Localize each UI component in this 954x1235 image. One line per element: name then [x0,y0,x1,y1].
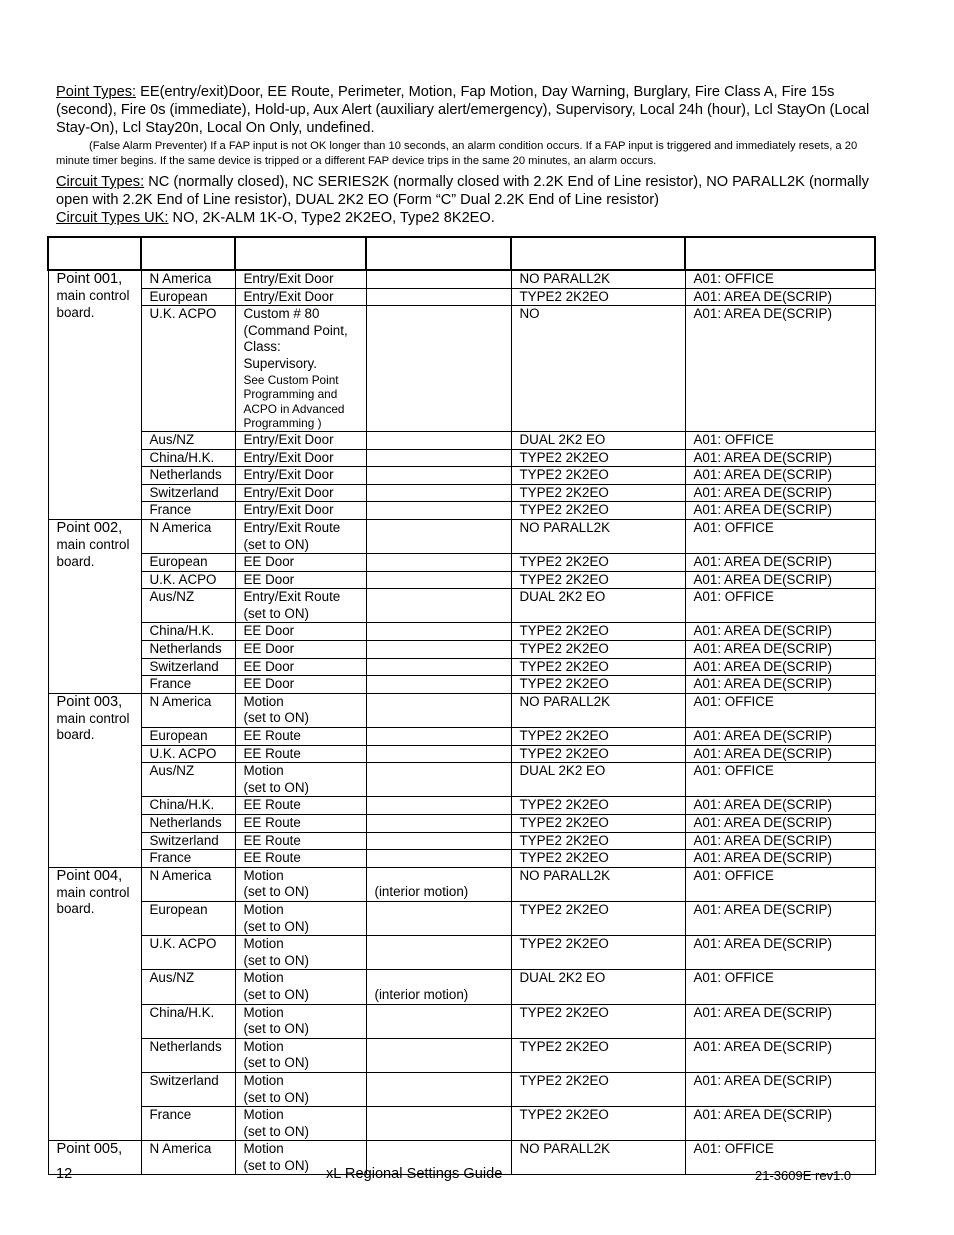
point-type: Motion [243,1072,284,1088]
note-cell [366,554,511,572]
circuit-type-cell: TYPE2 2K2EO [511,571,685,589]
header-cell [511,237,685,270]
point-type-cell [235,763,366,797]
point-number: Point 002, [56,519,123,536]
note-text: (interior motion) [374,884,469,900]
point-type: Motion [243,901,284,917]
region-cell: Netherlands [141,467,235,485]
note-cell [366,502,511,520]
note-cell [366,797,511,815]
note-cell [366,288,511,306]
point-type-cell [235,970,366,1004]
point-type-detail: (set to ON) [243,536,309,552]
point-type: Motion [243,763,284,779]
point-type: EE Door [243,571,295,587]
footer-title: xL Regional Settings Guide [326,1166,503,1182]
point-type-detail: (set to ON) [243,1157,309,1173]
circuit-type-cell: TYPE2 2K2EO [511,850,685,868]
area-cell: A01: AREA DE(SCRIP) [685,936,875,970]
point-type: Motion [243,1038,284,1054]
point-type-cell [235,449,366,467]
region-cell: China/H.K. [141,449,235,467]
region-cell: Switzerland [141,1072,235,1106]
point-type: Entry/Exit Route [243,519,341,535]
point-type-cell [235,1107,366,1141]
circuit-type-cell: TYPE2 2K2EO [511,641,685,659]
point-number: Point 001, [56,271,123,287]
point-type-cell [235,850,366,868]
area-cell: A01: OFFICE [685,431,875,449]
circuit-type-cell: TYPE2 2K2EO [511,901,685,935]
region-cell: France [141,850,235,868]
note-cell [366,623,511,641]
note-cell [366,270,511,288]
area-cell: A01: AREA DE(SCRIP) [685,502,875,520]
regional-settings-table [47,236,876,1175]
circuit-type-cell: NO PARALL2K [511,693,685,727]
intro-section [56,83,878,227]
circuit-type-cell: NO PARALL2K [511,867,685,901]
region-cell: N America [141,867,235,901]
note-cell [366,763,511,797]
circuit-type-cell: TYPE2 2K2EO [511,554,685,572]
table-header [48,237,875,270]
table-row [48,850,875,868]
point-type: Entry/Exit Door [243,449,334,465]
area-cell: A01: AREA DE(SCRIP) [685,1072,875,1106]
table-row [48,484,875,502]
circuit-type-cell: NO PARALL2K [511,519,685,553]
note-cell [366,970,511,1004]
table-row [48,676,875,694]
table-row [48,623,875,641]
point-type-cell [235,519,366,553]
table-row [48,867,875,901]
note-cell [366,519,511,553]
circuit-type-cell: TYPE2 2K2EO [511,658,685,676]
table-row [48,306,875,432]
region-cell: Aus/NZ [141,589,235,623]
point-type-cell [235,901,366,935]
circuit-type-cell: NO PARALL2K [511,270,685,288]
point-cell [48,693,141,867]
table-row [48,1072,875,1106]
table-row [48,431,875,449]
point-type-detail: (set to ON) [243,1021,309,1037]
point-type-cell [235,1072,366,1106]
circuit-type-cell: TYPE2 2K2EO [511,936,685,970]
note-cell [366,658,511,676]
note-cell [366,1004,511,1038]
point-type-cell [235,270,366,288]
point-type: Motion [243,936,284,952]
table-row [48,571,875,589]
region-cell: Switzerland [141,658,235,676]
circuit-type-cell: TYPE2 2K2EO [511,623,685,641]
area-cell: A01: AREA DE(SCRIP) [685,467,875,485]
header-cell [235,237,366,270]
circuit-type-cell: NO [511,306,685,432]
point-type-cell [235,554,366,572]
point-type-detail: (set to ON) [243,918,309,934]
area-cell: A01: AREA DE(SCRIP) [685,832,875,850]
circuit-type-cell: TYPE2 2K2EO [511,815,685,833]
point-types-text: EE(entry/exit)Door, EE Route, Perimeter, Motion, Fap Motion, Day Warning, Burglary, Fire Class A, Fire 15s (second), Fire 0s (immediate), Hold-up, Aux Alert (auxiliary alert/emergency), Supervisory, Local 24h (hour), Lcl StayOn (Local Stay-On), Lcl Stay20n, Local On Only, undefined. [56,84,870,136]
point-type: Entry/Exit Door [243,271,334,286]
point-type: Motion [243,1107,284,1123]
area-cell: A01: AREA DE(SCRIP) [685,1004,875,1038]
circuit-type-cell: NO PARALL2K [511,1141,685,1175]
circuit-type-cell: TYPE2 2K2EO [511,449,685,467]
point-cell [48,519,141,693]
point-types-label: Point Types: [56,84,137,100]
area-cell: A01: AREA DE(SCRIP) [685,571,875,589]
point-type: Entry/Exit Door [243,502,334,518]
header-cell [48,237,141,270]
region-cell: Netherlands [141,641,235,659]
table-row [48,641,875,659]
point-type-detail: (set to ON) [243,1055,309,1071]
region-cell: France [141,1107,235,1141]
point-description: main control board. [56,884,130,917]
area-cell: A01: OFFICE [685,270,875,288]
point-type-cell [235,936,366,970]
point-type-cell [235,641,366,659]
region-cell: European [141,554,235,572]
region-cell: N America [141,1141,235,1175]
circuit-type-cell: DUAL 2K2 EO [511,589,685,623]
note-cell [366,850,511,868]
note-cell [366,571,511,589]
point-type-cell [235,1038,366,1072]
page-number: 12 [56,1166,73,1182]
region-cell: Switzerland [141,832,235,850]
area-cell: A01: AREA DE(SCRIP) [685,745,875,763]
region-cell: U.K. ACPO [141,745,235,763]
area-cell: A01: AREA DE(SCRIP) [685,623,875,641]
table-row [48,797,875,815]
fap-note: (False Alarm Preventer) If a FAP input is not OK longer than 10 seconds, an alarm condition occurs. If a FAP input is triggered and immediately resets, a 20 minute timer begins. If the same device is tripped or a different FAP device trips in the same 20 minutes, an alarm occurs. [56,140,858,167]
point-type: EE Door [243,641,295,657]
point-type-cell [235,658,366,676]
area-cell: A01: AREA DE(SCRIP) [685,658,875,676]
point-type-detail: (set to ON) [243,986,309,1002]
area-cell: A01: AREA DE(SCRIP) [685,728,875,746]
header-cell [141,237,235,270]
point-type: EE Door [243,623,295,639]
point-type: EE Route [243,850,301,866]
note-cell [366,1038,511,1072]
table-row [48,832,875,850]
circuit-types-uk-paragraph [56,209,878,227]
circuit-type-cell: TYPE2 2K2EO [511,502,685,520]
table-row [48,270,875,288]
point-type-note: See Custom Point Programming and ACPO in Advanced Programming ) [243,372,345,431]
note-cell [366,693,511,727]
circuit-type-cell: DUAL 2K2 EO [511,431,685,449]
table-row [48,288,875,306]
area-cell: A01: OFFICE [685,519,875,553]
point-type-cell [235,502,366,520]
table-row [48,554,875,572]
circuit-type-cell: DUAL 2K2 EO [511,763,685,797]
region-cell: Aus/NZ [141,970,235,1004]
point-type: Motion [243,1141,284,1157]
area-cell: A01: AREA DE(SCRIP) [685,797,875,815]
header-cell [366,237,511,270]
point-type: EE Door [243,554,295,570]
area-cell: A01: AREA DE(SCRIP) [685,1038,875,1072]
note-cell [366,676,511,694]
region-cell: Netherlands [141,1038,235,1072]
point-type: Custom # 80 [243,306,320,322]
point-type-cell [235,815,366,833]
point-type: Motion [243,1004,284,1020]
region-cell: European [141,728,235,746]
point-type: EE Route [243,728,301,744]
area-cell: A01: OFFICE [685,763,875,797]
circuit-type-cell: DUAL 2K2 EO [511,970,685,1004]
circuit-types-uk-text: NO, 2K-ALM 1K-O, Type2 2K2EO, Type2 8K2EO. [168,210,495,226]
point-type: EE Door [243,676,295,692]
point-cell [48,270,141,519]
circuit-type-cell: TYPE2 2K2EO [511,1072,685,1106]
area-cell: A01: AREA DE(SCRIP) [685,850,875,868]
note-cell [366,484,511,502]
point-type-cell [235,288,366,306]
footer-doc-id: 21-3609E rev1.0 [755,1168,852,1183]
point-type-detail: (set to ON) [243,605,309,621]
table-row [48,502,875,520]
point-type-detail: (set to ON) [243,710,309,726]
point-type-cell [235,467,366,485]
point-type-cell [235,728,366,746]
point-type: Motion [243,970,284,986]
region-cell: European [141,901,235,935]
point-type: EE Route [243,832,301,848]
table-row [48,467,875,485]
point-type: EE Route [243,745,301,761]
area-cell: A01: AREA DE(SCRIP) [685,288,875,306]
point-number: Point 003, [56,693,123,710]
point-type: Entry/Exit Door [243,467,334,483]
region-cell: Aus/NZ [141,431,235,449]
point-type-detail: (set to ON) [243,884,309,900]
region-cell: U.K. ACPO [141,936,235,970]
point-type-cell [235,484,366,502]
region-cell: European [141,288,235,306]
point-type-detail: (set to ON) [243,779,309,795]
circuit-types-text: NC (normally closed), NC SERIES2K (normally closed with 2.2K End of Line resistor), NO PARALL2K (normally open with 2.2K End of Line resistor), DUAL 2K2 EO (Form “C” Dual 2.2K End of Line resistor) [56,174,869,208]
circuit-type-cell: TYPE2 2K2EO [511,728,685,746]
table-row [48,693,875,727]
point-type: Motion [243,693,284,709]
note-cell [366,832,511,850]
region-cell: Netherlands [141,815,235,833]
point-type: Entry/Exit Door [243,288,334,304]
note-cell [366,815,511,833]
point-type: Entry/Exit Door [243,484,334,500]
note-cell [366,867,511,901]
area-cell: A01: AREA DE(SCRIP) [685,484,875,502]
point-number: Point 005, [56,1141,123,1158]
circuit-type-cell: TYPE2 2K2EO [511,484,685,502]
point-type-cell [235,431,366,449]
area-cell: A01: AREA DE(SCRIP) [685,1107,875,1141]
circuit-types-paragraph [56,173,878,209]
point-type-cell [235,623,366,641]
region-cell: Aus/NZ [141,763,235,797]
region-cell: China/H.K. [141,1004,235,1038]
point-type-detail: (Command Point, Class: Supervisory. [243,322,348,371]
area-cell: A01: AREA DE(SCRIP) [685,901,875,935]
table-row [48,1038,875,1072]
point-type-detail: (set to ON) [243,1089,309,1105]
circuit-type-cell: TYPE2 2K2EO [511,288,685,306]
point-type-cell [235,306,366,432]
point-number: Point 004, [56,867,123,884]
point-description: main control board. [56,536,130,569]
header-cell [685,237,875,270]
table-row [48,519,875,553]
point-types-paragraph [56,83,878,137]
note-cell [366,467,511,485]
area-cell: A01: AREA DE(SCRIP) [685,306,875,432]
point-type: EE Door [243,658,295,674]
area-cell: A01: OFFICE [685,970,875,1004]
region-cell: U.K. ACPO [141,571,235,589]
region-cell: China/H.K. [141,797,235,815]
table-row [48,815,875,833]
table-row [48,589,875,623]
note-cell [366,745,511,763]
region-cell: Switzerland [141,484,235,502]
table-row [48,745,875,763]
table-row [48,936,875,970]
point-description: main control board. [56,710,130,743]
note-cell [366,641,511,659]
point-type-cell [235,676,366,694]
note-cell [366,1107,511,1141]
region-cell: China/H.K. [141,623,235,641]
area-cell: A01: AREA DE(SCRIP) [685,815,875,833]
table-row [48,901,875,935]
region-cell: N America [141,270,235,288]
area-cell: A01: AREA DE(SCRIP) [685,449,875,467]
point-type-cell [235,589,366,623]
point-cell [48,867,141,1141]
region-cell: N America [141,693,235,727]
circuit-types-uk-label: Circuit Types UK: [56,210,169,226]
point-type-cell [235,571,366,589]
circuit-type-cell: TYPE2 2K2EO [511,745,685,763]
point-type: Entry/Exit Door [243,431,334,447]
area-cell: A01: OFFICE [685,589,875,623]
note-cell [366,449,511,467]
note-cell [366,306,511,432]
table-row [48,449,875,467]
note-cell [366,1072,511,1106]
area-cell: A01: AREA DE(SCRIP) [685,554,875,572]
note-cell [366,589,511,623]
point-type-cell [235,745,366,763]
circuit-type-cell: TYPE2 2K2EO [511,832,685,850]
point-type: EE Route [243,815,301,830]
area-cell: A01: OFFICE [685,693,875,727]
circuit-type-cell: TYPE2 2K2EO [511,676,685,694]
area-cell: A01: AREA DE(SCRIP) [685,641,875,659]
note-cell [366,431,511,449]
table-row [48,658,875,676]
point-type: EE Route [243,797,301,813]
note-text: (interior motion) [374,986,469,1002]
point-type: Motion [243,867,284,883]
area-cell: A01: OFFICE [685,1141,875,1175]
point-type-cell [235,1004,366,1038]
table-row [48,763,875,797]
region-cell: France [141,676,235,694]
circuit-type-cell: TYPE2 2K2EO [511,1004,685,1038]
point-type-cell [235,693,366,727]
point-type: Entry/Exit Route [243,589,341,605]
table-row [48,1107,875,1141]
circuit-type-cell: TYPE2 2K2EO [511,797,685,815]
table-row [48,970,875,1004]
circuit-type-cell: TYPE2 2K2EO [511,1038,685,1072]
point-type-cell [235,867,366,901]
note-cell [366,728,511,746]
circuit-types-label: Circuit Types: [56,174,145,190]
table-body [48,270,875,1175]
header-row [48,237,875,270]
circuit-type-cell: TYPE2 2K2EO [511,1107,685,1141]
point-description: main control board. [56,288,130,320]
point-type-cell [235,832,366,850]
circuit-type-cell: TYPE2 2K2EO [511,467,685,485]
note-cell [366,936,511,970]
table-row [48,1004,875,1038]
point-type-detail: (set to ON) [243,952,309,968]
area-cell: A01: AREA DE(SCRIP) [685,676,875,694]
note-cell [366,901,511,935]
region-cell: N America [141,519,235,553]
point-type-detail: (set to ON) [243,1123,309,1139]
area-cell: A01: OFFICE [685,867,875,901]
table-row [48,728,875,746]
region-cell: France [141,502,235,520]
point-type-cell [235,797,366,815]
region-cell: U.K. ACPO [141,306,235,432]
